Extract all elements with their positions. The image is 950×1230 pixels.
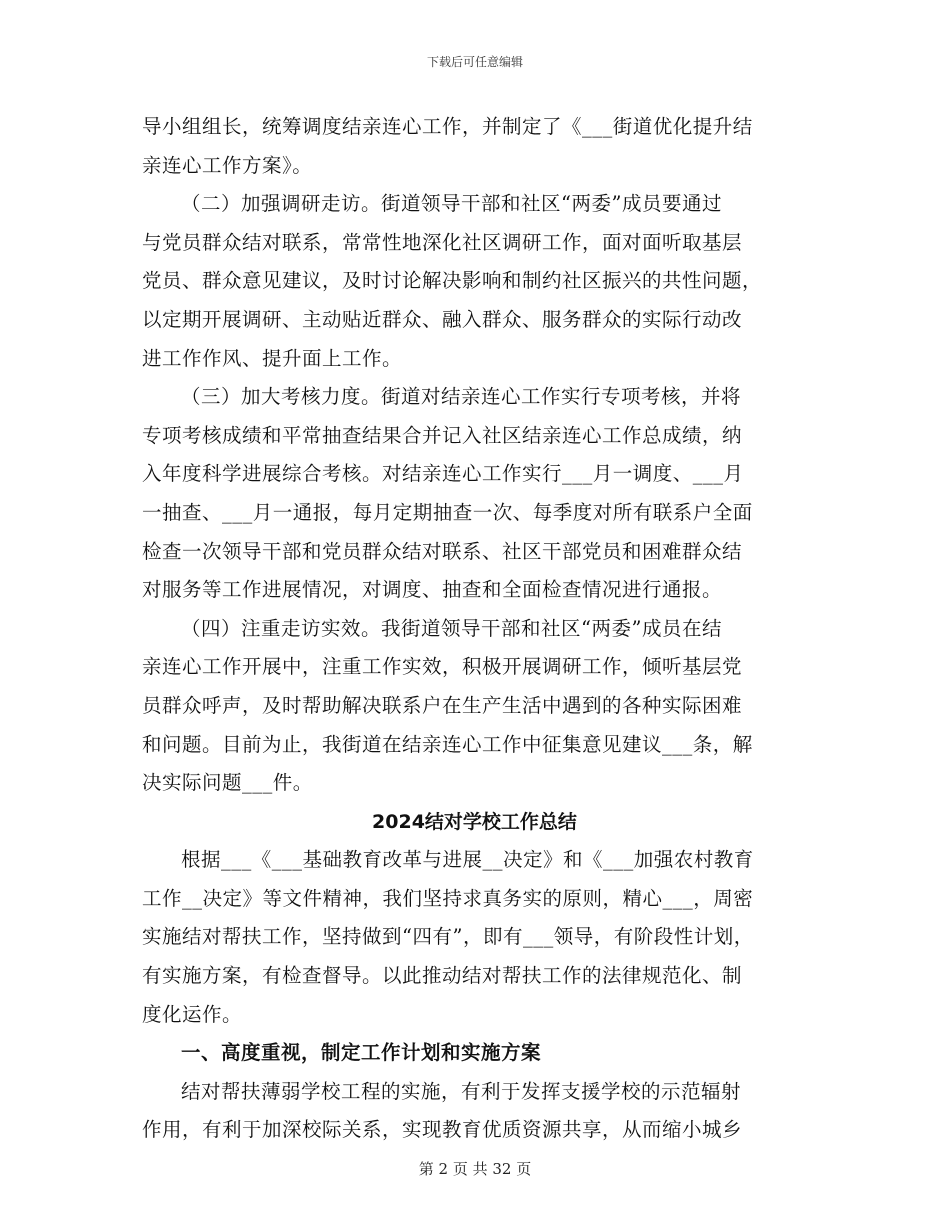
body-line: 实施结对帮扶工作，坚持做到“四有”，即有___领导，有阶段性计划， xyxy=(142,925,754,949)
paragraph-start-section-1: 结对帮扶薄弱学校工程的实施，有利于发挥支援学校的示范辐射 xyxy=(181,1079,742,1103)
body-line: 一抽查、___月一通报，每月定期抽查一次、每季度对所有联系户全面 xyxy=(142,500,753,524)
paragraph-start-3: （三）加大考核力度。街道对结亲连心工作实行专项考核，并将 xyxy=(181,385,742,409)
body-line: 亲连心工作方案》。 xyxy=(142,153,313,177)
body-line: 入年度科学进展综合考核。对结亲连心工作实行___月一调度、___月 xyxy=(142,462,744,486)
document-body xyxy=(142,108,807,1150)
body-line: 检查一次领导干部和党员群众结对联系、社区干部党员和困难群众结 xyxy=(142,539,743,563)
page-footer: 第 2 页 共 32 页 xyxy=(418,1160,532,1178)
body-line: 决实际问题___件。 xyxy=(142,771,313,795)
body-line: 党员、群众意见建议，及时讨论解决影响和制约社区振兴的共性问题， xyxy=(142,269,763,293)
body-line: 度化运作。 xyxy=(142,1002,243,1026)
body-line: 亲连心工作开展中，注重工作实效，积极开展调研工作，倾听基层党 xyxy=(142,655,743,679)
body-line: 对服务等工作进展情况，对调度、抽查和全面检查情况进行通报。 xyxy=(142,578,723,602)
section-heading: 一、高度重视，制定工作计划和实施方案 xyxy=(181,1041,542,1065)
page-header: 下载后可任意编辑 xyxy=(426,55,523,69)
body-line: 进工作作风、提升面上工作。 xyxy=(142,346,403,370)
section-title: 2024结对学校工作总结 xyxy=(372,810,577,833)
body-line: 专项考核成绩和平常抽查结果合并记入社区结亲连心工作总成绩，纳 xyxy=(142,423,743,447)
body-line: 和问题。目前为止，我街道在结亲连心工作中征集意见建议___条，解 xyxy=(142,732,753,756)
body-line: 导小组组长，统筹调度结亲连心工作，并制定了《___街道优化提升结 xyxy=(142,115,753,138)
body-line: 作用，有利于加深校际关系，实现教育优质资源共享，从而缩小城乡 xyxy=(142,1118,743,1142)
body-line: 工作__决定》等文件精神，我们坚持求真务实的原则，精心___，周密 xyxy=(142,886,754,910)
body-line: 与党员群众结对联系，常常性地深化社区调研工作，面对面听取基层 xyxy=(142,230,743,254)
body-line: 员群众呼声，及时帮助解决联系户在生产生活中遇到的各种实际困难 xyxy=(142,693,743,717)
paragraph-start-4: （四）注重走访实效。我街道领导干部和社区“两委”成员在结 xyxy=(181,616,722,640)
body-line: 以定期开展调研、主动贴近群众、融入群众、服务群众的实际行动改 xyxy=(142,307,743,331)
paragraph-start-2: （二）加强调研走访。街道领导干部和社区“两委”成员要通过 xyxy=(181,192,722,216)
paragraph-start-intro: 根据___《___基础教育改革与进展__决定》和《___加强农村教育 xyxy=(181,848,754,872)
body-line: 有实施方案，有检查督导。以此推动结对帮扶工作的法律规范化、制 xyxy=(142,964,743,988)
